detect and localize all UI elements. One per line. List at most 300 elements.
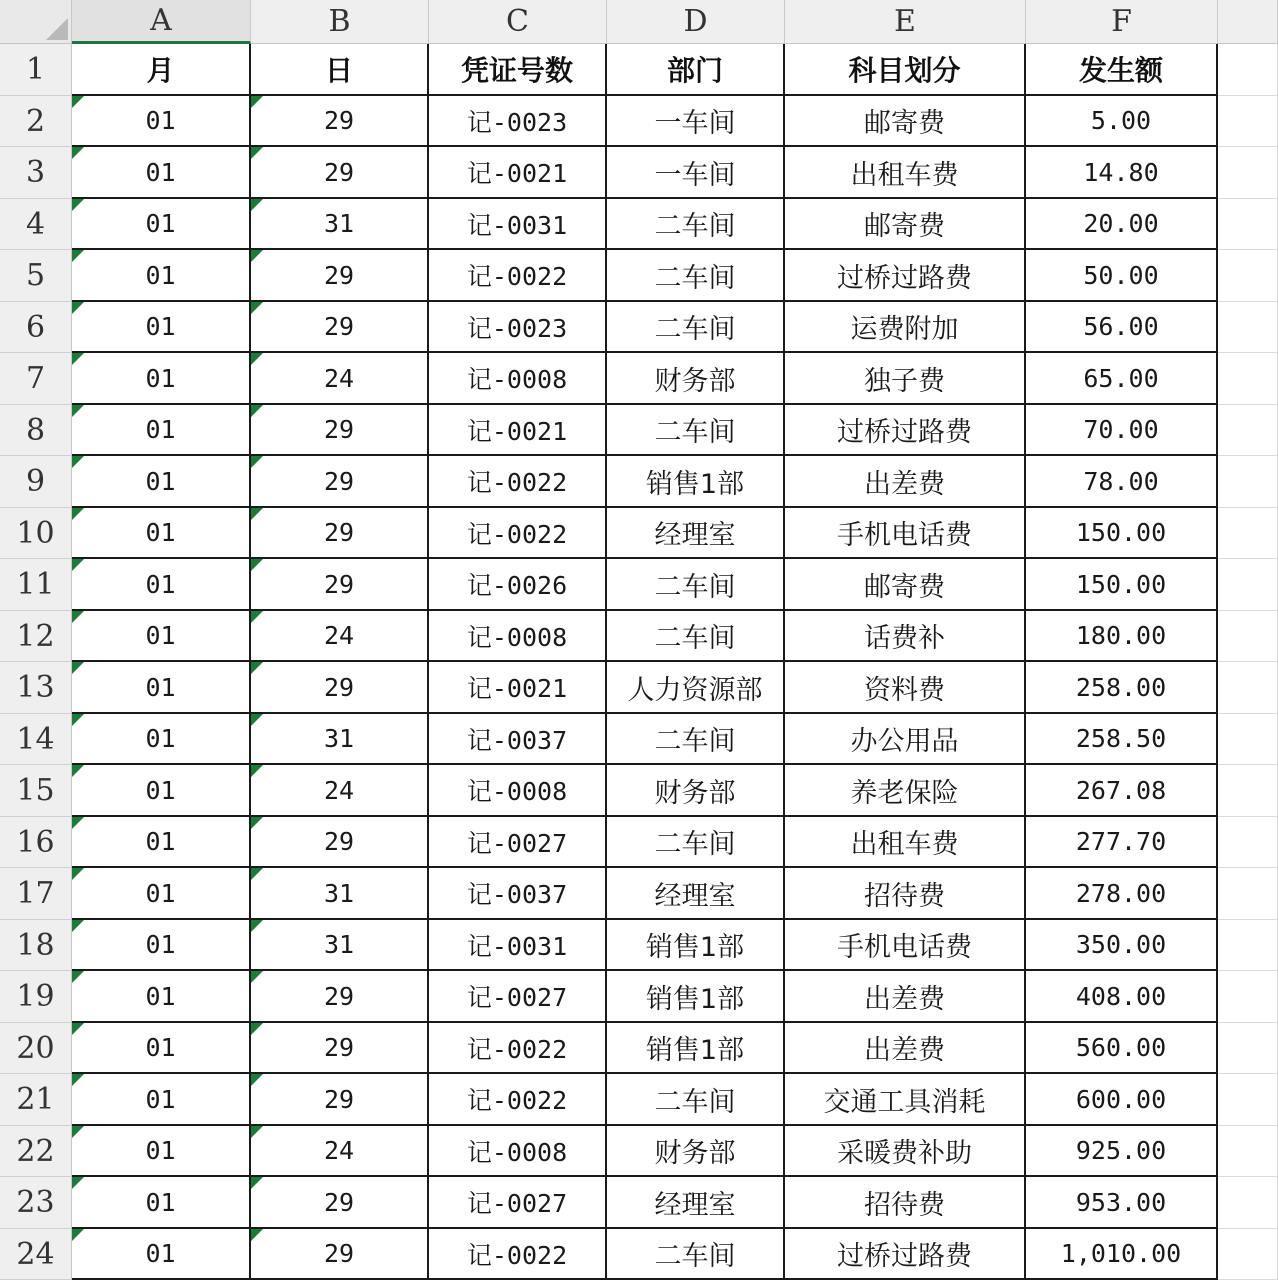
table-cell[interactable]	[607, 611, 785, 662]
table-cell[interactable]	[429, 508, 607, 559]
table-cell[interactable]	[429, 662, 607, 714]
table-cell[interactable]	[251, 1177, 429, 1229]
header-cell-a[interactable]	[72, 44, 251, 96]
table-cell-text: 258.50	[1075, 724, 1167, 753]
table-cell[interactable]	[429, 250, 607, 302]
column-header-d-text: D	[683, 4, 708, 39]
table-cell[interactable]	[1026, 353, 1218, 405]
table-cell[interactable]	[251, 508, 429, 559]
row-number: 1	[25, 52, 46, 87]
row-number: 23	[16, 1185, 55, 1220]
empty-cell[interactable]	[1218, 353, 1278, 405]
table-cell[interactable]	[251, 714, 429, 765]
column-header-d[interactable]	[607, 0, 785, 44]
empty-cell[interactable]	[1218, 44, 1278, 96]
table-cell[interactable]	[251, 559, 429, 611]
table-cell-text: 01	[145, 363, 176, 393]
header-cell-e[interactable]	[785, 44, 1026, 96]
column-header-g[interactable]	[1218, 0, 1278, 44]
table-cell[interactable]	[1026, 1229, 1218, 1280]
row-header-8[interactable]	[0, 405, 72, 456]
table-cell[interactable]	[1026, 250, 1218, 302]
empty-cell[interactable]	[1218, 817, 1278, 868]
empty-cell[interactable]	[1218, 765, 1278, 817]
row-header-21[interactable]	[0, 1074, 72, 1126]
text-number-flag-icon	[251, 662, 263, 674]
table-cell-text: 29	[323, 415, 355, 444]
table-cell-text: 01	[145, 312, 176, 341]
table-cell[interactable]	[72, 868, 251, 920]
table-cell[interactable]	[1026, 971, 1218, 1023]
table-cell[interactable]	[785, 302, 1026, 353]
table-cell[interactable]	[607, 971, 785, 1023]
table-cell[interactable]	[785, 1126, 1026, 1177]
table-cell[interactable]	[785, 96, 1026, 147]
table-cell[interactable]	[429, 1177, 607, 1229]
table-cell-text: 258.00	[1075, 672, 1167, 702]
table-cell[interactable]	[72, 920, 251, 971]
row-header-15[interactable]	[0, 765, 72, 817]
table-cell[interactable]	[1026, 1074, 1218, 1126]
table-cell[interactable]	[429, 147, 607, 199]
text-number-flag-icon	[72, 1126, 84, 1138]
table-cell[interactable]	[72, 353, 251, 405]
table-cell[interactable]	[607, 1023, 785, 1074]
row-header-20[interactable]	[0, 1023, 72, 1074]
empty-cell[interactable]	[1218, 1023, 1278, 1074]
table-cell[interactable]	[429, 405, 607, 456]
table-cell[interactable]	[785, 868, 1026, 920]
table-cell[interactable]	[429, 1074, 607, 1126]
row-header-1[interactable]	[0, 44, 72, 96]
text-number-flag-icon	[251, 1074, 263, 1086]
table-cell-text: 277.70	[1075, 827, 1167, 856]
table-cell[interactable]	[1026, 1177, 1218, 1229]
row-number: 15	[16, 773, 55, 808]
table-cell[interactable]	[72, 250, 251, 302]
header-cell-c-text: 凭证号数	[460, 54, 573, 87]
empty-cell[interactable]	[1218, 971, 1278, 1023]
table-cell[interactable]	[72, 302, 251, 353]
table-cell[interactable]	[785, 559, 1026, 611]
empty-cell[interactable]	[1218, 1229, 1278, 1280]
table-cell[interactable]	[785, 405, 1026, 456]
row-number: 11	[16, 567, 55, 602]
table-cell[interactable]	[72, 1074, 251, 1126]
row-header-3[interactable]	[0, 147, 72, 199]
table-cell[interactable]	[429, 765, 607, 817]
table-cell[interactable]	[1026, 714, 1218, 765]
table-cell[interactable]	[429, 353, 607, 405]
empty-cell[interactable]	[1218, 1074, 1278, 1126]
empty-cell[interactable]	[1218, 147, 1278, 199]
text-number-flag-icon	[72, 456, 84, 468]
text-number-flag-icon	[251, 96, 263, 108]
empty-cell[interactable]	[1218, 508, 1278, 559]
column-header-a[interactable]	[72, 0, 251, 44]
row-number: 5	[25, 258, 46, 293]
row-header-16[interactable]	[0, 817, 72, 868]
table-cell[interactable]	[607, 405, 785, 456]
table-cell[interactable]	[72, 611, 251, 662]
text-number-flag-icon	[251, 559, 263, 571]
table-cell[interactable]	[72, 456, 251, 508]
table-cell-text: 记-0022	[466, 262, 568, 291]
table-cell[interactable]	[607, 1074, 785, 1126]
table-cell[interactable]	[429, 920, 607, 971]
empty-cell[interactable]	[1218, 714, 1278, 765]
row-header-4[interactable]	[0, 199, 72, 250]
header-cell-b[interactable]	[251, 44, 429, 96]
table-cell[interactable]	[785, 1023, 1026, 1074]
row-header-13[interactable]	[0, 662, 72, 714]
table-cell-text: 二车间	[654, 1241, 736, 1272]
empty-cell[interactable]	[1218, 456, 1278, 508]
table-cell[interactable]	[429, 456, 607, 508]
text-number-flag-icon	[72, 1023, 84, 1035]
table-cell[interactable]	[607, 508, 785, 559]
table-cell[interactable]	[607, 353, 785, 405]
table-cell-text: 01	[145, 724, 176, 753]
table-cell[interactable]	[607, 250, 785, 302]
table-cell[interactable]	[785, 971, 1026, 1023]
row-header-24[interactable]	[0, 1229, 72, 1280]
table-cell-text: 29	[323, 466, 355, 496]
table-cell[interactable]	[1026, 817, 1218, 868]
table-cell[interactable]	[1026, 96, 1218, 147]
header-cell-f[interactable]	[1026, 44, 1218, 96]
table-cell[interactable]	[72, 1126, 251, 1177]
table-cell-text: 记-0023	[466, 313, 568, 343]
table-cell[interactable]	[607, 456, 785, 508]
table-cell[interactable]	[785, 147, 1026, 199]
table-cell-text: 29	[323, 312, 355, 341]
row-number: 16	[16, 824, 55, 860]
table-cell[interactable]	[72, 1023, 251, 1074]
table-cell[interactable]	[607, 96, 785, 147]
table-cell[interactable]	[72, 662, 251, 714]
table-cell[interactable]	[607, 1126, 785, 1177]
empty-cell[interactable]	[1218, 405, 1278, 456]
table-cell-text: 78.00	[1083, 466, 1159, 496]
table-cell[interactable]	[251, 1023, 429, 1074]
table-cell[interactable]	[251, 1126, 429, 1177]
table-cell[interactable]	[1026, 559, 1218, 611]
table-cell-text: 24	[323, 621, 355, 650]
table-cell-text: 经理室	[654, 880, 736, 912]
table-cell[interactable]	[251, 96, 429, 147]
table-cell-text: 记-0021	[466, 674, 568, 703]
text-number-flag-icon	[251, 611, 263, 623]
empty-cell[interactable]	[1218, 920, 1278, 971]
table-cell[interactable]	[1026, 611, 1218, 662]
column-header-c-text: C	[506, 4, 529, 39]
empty-cell[interactable]	[1218, 302, 1278, 353]
row-header-23[interactable]	[0, 1177, 72, 1229]
text-number-flag-icon	[72, 920, 84, 932]
table-cell[interactable]	[429, 714, 607, 765]
row-number: 17	[16, 876, 55, 911]
table-cell-text: 记-0022	[466, 519, 568, 549]
table-cell-text: 01	[145, 157, 176, 187]
table-cell-text: 29	[323, 569, 355, 599]
empty-cell[interactable]	[1218, 1126, 1278, 1177]
row-header-7[interactable]	[0, 353, 72, 405]
table-cell-text: 31	[323, 878, 355, 908]
text-number-flag-icon	[251, 302, 263, 314]
table-cell[interactable]	[785, 508, 1026, 559]
table-cell-text: 20.00	[1083, 209, 1159, 238]
table-cell[interactable]	[429, 868, 607, 920]
table-cell[interactable]	[251, 971, 429, 1023]
row-header-9[interactable]	[0, 456, 72, 508]
table-cell[interactable]	[607, 302, 785, 353]
row-header-17[interactable]	[0, 868, 72, 920]
table-cell-text: 01	[145, 518, 176, 547]
text-number-flag-icon	[251, 714, 263, 726]
table-cell-text: 29	[323, 672, 355, 702]
table-cell[interactable]	[251, 868, 429, 920]
table-cell-text: 销售1部	[645, 1035, 745, 1066]
empty-cell[interactable]	[1218, 96, 1278, 147]
table-cell[interactable]	[251, 817, 429, 868]
table-cell[interactable]	[1026, 868, 1218, 920]
table-cell[interactable]	[785, 611, 1026, 662]
table-cell[interactable]	[72, 817, 251, 868]
table-cell[interactable]	[72, 971, 251, 1023]
table-cell[interactable]	[429, 971, 607, 1023]
header-cell-c[interactable]	[429, 44, 607, 96]
empty-cell[interactable]	[1218, 611, 1278, 662]
text-number-flag-icon	[72, 1229, 84, 1241]
empty-cell[interactable]	[1218, 559, 1278, 611]
table-cell-text: 24	[323, 1136, 355, 1165]
table-cell-text: 邮寄费	[864, 211, 945, 242]
text-number-flag-icon	[72, 1177, 84, 1189]
row-number: 22	[16, 1133, 55, 1169]
header-cell-d[interactable]	[607, 44, 785, 96]
row-header-19[interactable]	[0, 971, 72, 1023]
table-cell[interactable]	[251, 199, 429, 250]
table-cell-text: 29	[323, 157, 355, 187]
table-cell-text: 01	[145, 981, 176, 1011]
table-cell[interactable]	[1026, 662, 1218, 714]
table-cell[interactable]	[72, 147, 251, 199]
table-cell[interactable]	[1026, 456, 1218, 508]
table-cell[interactable]	[429, 96, 607, 147]
table-cell[interactable]	[607, 199, 785, 250]
table-cell[interactable]	[429, 1229, 607, 1280]
table-cell[interactable]	[429, 199, 607, 250]
table-cell-text: 记-0023	[466, 107, 568, 137]
header-cell-e-text: 科目划分	[848, 54, 961, 87]
table-cell[interactable]	[785, 199, 1026, 250]
table-cell[interactable]	[785, 456, 1026, 508]
table-cell[interactable]	[72, 96, 251, 147]
table-cell-text: 交通工具消耗	[823, 1086, 986, 1118]
table-cell[interactable]	[251, 920, 429, 971]
table-cell[interactable]	[1026, 508, 1218, 559]
row-header-22[interactable]	[0, 1126, 72, 1177]
text-number-flag-icon	[251, 456, 263, 468]
text-number-flag-icon	[72, 817, 84, 829]
row-header-12[interactable]	[0, 611, 72, 662]
text-number-flag-icon	[72, 765, 84, 777]
table-cell-text: 记-0021	[466, 416, 568, 446]
table-cell[interactable]	[72, 1177, 251, 1229]
table-cell[interactable]	[785, 250, 1026, 302]
row-header-2[interactable]	[0, 96, 72, 147]
table-cell-text: 手机电话费	[837, 932, 972, 963]
table-cell[interactable]	[72, 559, 251, 611]
table-cell-text: 01	[145, 1187, 176, 1217]
table-cell-text: 29	[323, 518, 355, 547]
empty-cell[interactable]	[1218, 868, 1278, 920]
table-cell[interactable]	[1026, 920, 1218, 971]
column-header-f[interactable]	[1026, 0, 1218, 44]
table-cell-text: 01	[145, 775, 176, 805]
table-cell-text: 招待费	[864, 880, 945, 912]
table-cell[interactable]	[1026, 1126, 1218, 1177]
row-header-10[interactable]	[0, 508, 72, 559]
row-header-14[interactable]	[0, 714, 72, 765]
table-cell-text: 二车间	[654, 571, 736, 603]
table-cell[interactable]	[251, 302, 429, 353]
table-cell-text: 记-0037	[466, 725, 568, 755]
table-cell-text: 29	[323, 1187, 355, 1217]
table-cell[interactable]	[1026, 1023, 1218, 1074]
empty-cell[interactable]	[1218, 199, 1278, 250]
text-number-flag-icon	[72, 96, 84, 108]
column-header-c[interactable]	[429, 0, 607, 44]
text-number-flag-icon	[251, 1023, 263, 1035]
empty-cell[interactable]	[1218, 662, 1278, 714]
table-cell[interactable]	[607, 147, 785, 199]
table-cell-text: 953.00	[1075, 1187, 1167, 1217]
table-cell[interactable]	[429, 1126, 607, 1177]
table-cell-text: 56.00	[1083, 312, 1159, 341]
text-number-flag-icon	[72, 199, 84, 211]
table-cell[interactable]	[251, 662, 429, 714]
table-cell[interactable]	[607, 559, 785, 611]
table-cell[interactable]	[72, 765, 251, 817]
table-cell[interactable]	[1026, 147, 1218, 199]
column-header-b[interactable]	[251, 0, 429, 44]
table-cell[interactable]	[72, 199, 251, 250]
table-cell[interactable]	[429, 1023, 607, 1074]
table-cell-text: 记-0008	[466, 1137, 568, 1167]
empty-cell[interactable]	[1218, 250, 1278, 302]
table-cell[interactable]	[785, 817, 1026, 868]
table-cell-text: 925.00	[1075, 1136, 1167, 1165]
row-header-6[interactable]	[0, 302, 72, 353]
table-cell-text: 养老保险	[850, 777, 959, 809]
row-number: 9	[25, 464, 46, 499]
column-header-b-text: B	[328, 4, 351, 39]
table-cell[interactable]	[251, 456, 429, 508]
select-all-button[interactable]	[0, 0, 72, 44]
table-cell[interactable]	[429, 559, 607, 611]
column-header-e[interactable]	[785, 0, 1026, 44]
table-cell[interactable]	[72, 714, 251, 765]
table-cell[interactable]	[251, 1074, 429, 1126]
row-number: 2	[25, 103, 46, 139]
table-cell-text: 记-0021	[466, 159, 568, 188]
table-cell[interactable]	[429, 817, 607, 868]
table-cell[interactable]	[1026, 199, 1218, 250]
table-cell-text: 01	[145, 260, 176, 290]
table-cell-text: 记-0027	[466, 828, 568, 858]
empty-cell[interactable]	[1218, 1177, 1278, 1229]
table-cell[interactable]	[251, 147, 429, 199]
table-cell[interactable]	[607, 1177, 785, 1229]
table-cell[interactable]	[1026, 302, 1218, 353]
table-cell-text: 经理室	[654, 1189, 736, 1221]
table-cell[interactable]	[251, 250, 429, 302]
column-header-f-text: F	[1111, 4, 1132, 39]
table-cell-text: 01	[145, 878, 176, 908]
table-cell[interactable]	[785, 1229, 1026, 1280]
table-cell[interactable]	[1026, 405, 1218, 456]
table-cell-text: 29	[323, 1084, 355, 1114]
table-cell-text: 记-0037	[466, 880, 568, 909]
table-cell[interactable]	[72, 405, 251, 456]
table-cell[interactable]	[251, 353, 429, 405]
table-cell[interactable]	[251, 1229, 429, 1280]
header-cell-b-text: 日	[324, 54, 353, 87]
row-header-11[interactable]	[0, 559, 72, 611]
table-cell[interactable]	[251, 405, 429, 456]
row-header-5[interactable]	[0, 250, 72, 302]
header-cell-d-text: 部门	[666, 54, 723, 87]
table-cell[interactable]	[607, 765, 785, 817]
table-cell[interactable]	[251, 765, 429, 817]
table-cell-text: 二车间	[654, 623, 736, 654]
table-cell[interactable]	[72, 1229, 251, 1280]
table-cell[interactable]	[607, 920, 785, 971]
table-cell[interactable]	[607, 868, 785, 920]
table-cell[interactable]	[785, 353, 1026, 405]
table-cell[interactable]	[785, 1177, 1026, 1229]
table-cell[interactable]	[785, 765, 1026, 817]
table-cell-text: 二车间	[654, 1086, 736, 1118]
table-cell[interactable]	[1026, 765, 1218, 817]
table-cell[interactable]	[785, 920, 1026, 971]
table-cell[interactable]	[785, 1074, 1026, 1126]
row-number: 24	[16, 1236, 55, 1272]
row-header-18[interactable]	[0, 920, 72, 971]
table-cell[interactable]	[429, 611, 607, 662]
table-cell[interactable]	[785, 714, 1026, 765]
table-cell[interactable]	[72, 508, 251, 559]
text-number-flag-icon	[251, 817, 263, 829]
table-cell-text: 50.00	[1083, 260, 1159, 290]
table-cell-text: 记-0026	[466, 571, 568, 600]
table-cell-text: 180.00	[1075, 621, 1167, 650]
text-number-flag-icon	[251, 1229, 263, 1241]
row-number: 7	[25, 361, 46, 396]
text-number-flag-icon	[72, 147, 84, 159]
table-cell[interactable]	[785, 662, 1026, 714]
table-cell[interactable]	[429, 302, 607, 353]
table-cell[interactable]	[607, 662, 785, 714]
text-number-flag-icon	[72, 559, 84, 571]
table-cell[interactable]	[607, 714, 785, 765]
table-cell-text: 01	[145, 209, 176, 238]
table-cell[interactable]	[607, 1229, 785, 1280]
table-cell[interactable]	[251, 611, 429, 662]
table-cell[interactable]	[607, 817, 785, 868]
